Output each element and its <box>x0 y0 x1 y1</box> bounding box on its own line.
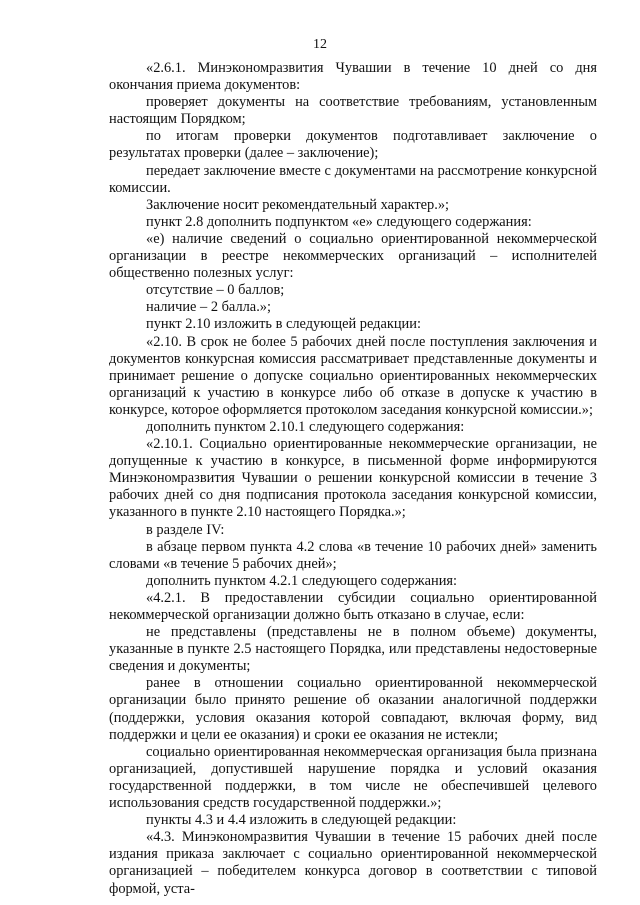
paragraph: Заключение носит рекомендательный характер.»; <box>146 196 450 213</box>
paragraph: «2.10.1. Социально ориентированные некоммерческие организации, не допущенные к участию в конкурсе, в письменной форме информируются Минэкономразвития Чувашии о решении конкурсной комиссии в течение 3 рабочих дней со дня подписания протокола заседания конкурсной комиссии, указанного в пункте 2.10 настоящего Порядка.»; <box>109 436 597 521</box>
paragraph: наличие – 2 балла.»; <box>146 299 271 316</box>
paragraph: социально ориентированная некоммерческая организация была признана организацией, допустившей нарушение порядка и условий оказания государственной поддержки, в том числе не обеспечившей целевого использования средств государственной поддержки.»; <box>109 743 597 812</box>
paragraph: «4.2.1. В предоставлении субсидии социально ориентированной некоммерческой организации должно быть отказано в случае, если: <box>109 589 597 623</box>
paragraph: «е) наличие сведений о социально ориентированной некоммерческой организации в реестре некоммерческих организаций – исполнителей общественно полезных услуг: <box>109 230 597 282</box>
paragraph: «2.10. В срок не более 5 рабочих дней после поступления заключения и документов конкурсная комиссия рассматривает представленные документы и принимает решение о допуске социально ориентированных некоммерческих организаций к участию в конкурсе либо об отказе в допуске к участию в конкурсе, которое оформляется протоколом заседания конкурсной комиссии.»; <box>109 333 597 418</box>
paragraph: пункты 4.3 и 4.4 изложить в следующей редакции: <box>146 812 457 829</box>
page-number: 12 <box>313 37 327 52</box>
paragraph: «4.3. Минэкономразвития Чувашии в течение 15 рабочих дней после издания приказа заключает с социально ориентированной некоммерческой организацией – победителем конкурса договор в соответствии с типовой формой, уста- <box>109 829 597 897</box>
paragraph: отсутствие – 0 баллов; <box>146 282 285 299</box>
paragraph: дополнить пунктом 2.10.1 следующего содержания: <box>146 418 465 435</box>
paragraph: пункт 2.10 изложить в следующей редакции: <box>146 316 421 333</box>
paragraph: ранее в отношении социально ориентированной некоммерческой организации было принято решение об оказании аналогичной поддержки (поддержки, условия оказания которой совпадают, включая форму, вид поддержки и цели ее оказания) и сроки ее оказания не истекли; <box>109 675 597 743</box>
paragraph: не представлены (представлены не в полном объеме) документы, указанные в пункте 2.5 настоящего Порядка, или представлены недостоверные сведения и документы; <box>109 624 597 675</box>
paragraph: «2.6.1. Минэкономразвития Чувашии в течение 10 дней со дня окончания приема документов: <box>109 60 597 94</box>
paragraph: по итогам проверки документов подготавливает заключение о результатах проверки (далее – заключение); <box>109 128 597 162</box>
paragraph: пункт 2.8 дополнить подпунктом «е» следующего содержания: <box>146 213 532 230</box>
paragraph: проверяет документы на соответствие требованиям, установленным настоящим Порядком; <box>109 94 597 128</box>
paragraph: передает заключение вместе с документами на рассмотрение конкурсной комиссии. <box>109 162 597 196</box>
paragraph: в разделе IV: <box>146 521 225 538</box>
document-body <box>109 60 597 898</box>
paragraph: дополнить пунктом 4.2.1 следующего содержания: <box>146 572 458 589</box>
paragraph: в абзаце первом пункта 4.2 слова «в течение 10 рабочих дней» заменить словами «в течение 5 рабочих дней»; <box>109 538 597 572</box>
